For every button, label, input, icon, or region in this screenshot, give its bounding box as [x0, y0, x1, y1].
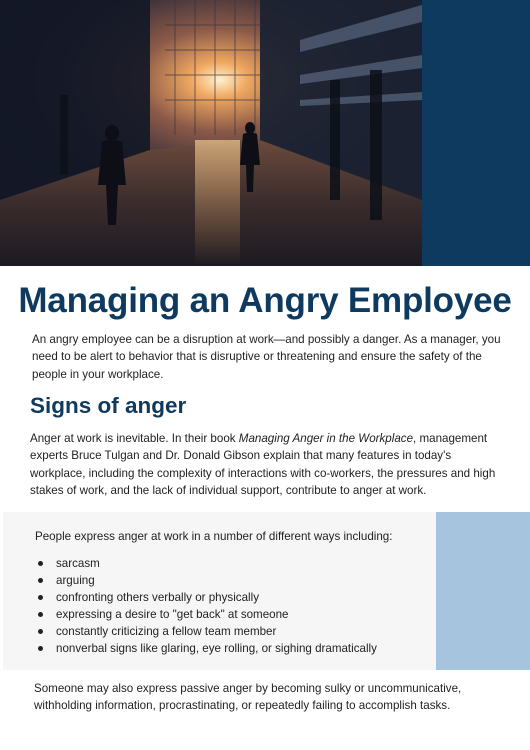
hero-photo	[0, 0, 422, 266]
bullet-icon	[38, 595, 43, 600]
page-title: Managing an Angry Employee	[18, 281, 512, 320]
callout-lead: People express anger at work in a number of different ways including:	[35, 530, 393, 543]
signs-text-after: , management experts Bruce Tulgan and Dr. Donald Gibson explain that many features in today's workplace, including the complexity of interactions with co-workers, the pressures and high stakes of work, and the lack of individual support, contribute to anger at work.	[30, 432, 496, 497]
list-item: sarcasm	[38, 555, 377, 572]
closing-paragraph: Someone may also express passive anger by becoming sulky or uncommunicative, withholding information, procrastinating, or repeatedly failing to accomplish tasks.	[34, 682, 462, 713]
list-item: arguing	[38, 572, 377, 589]
bullet-icon	[38, 646, 43, 651]
signs-paragraph	[30, 430, 505, 499]
list-item: nonverbal signs like glaring, eye rolling, or sighing dramatically	[38, 640, 377, 657]
bullet-icon	[38, 561, 43, 566]
list-item: confronting others verbally or physically	[38, 589, 377, 606]
list-item: constantly criticizing a fellow team member	[38, 623, 377, 640]
bullet-icon	[38, 612, 43, 617]
book-title: Managing Anger in the Workplace	[238, 432, 414, 445]
anger-signs-list	[38, 555, 377, 657]
signs-text-before: Anger at work is inevitable. In their book	[30, 432, 239, 445]
bullet-icon	[38, 578, 43, 583]
list-item: expressing a desire to "get back" at someone	[38, 606, 377, 623]
bullet-icon	[38, 629, 43, 634]
hero-banner	[0, 0, 530, 266]
section-heading-signs: Signs of anger	[30, 393, 187, 418]
intro-paragraph: An angry employee can be a disruption at work—and possibly a danger. As a manager, you need to be alert to behavior that is disruptive or threatening and ensure the safety of the people in your workplace.	[32, 333, 501, 381]
hero-color-panel	[422, 0, 530, 266]
callout-accent-bar	[436, 512, 530, 670]
